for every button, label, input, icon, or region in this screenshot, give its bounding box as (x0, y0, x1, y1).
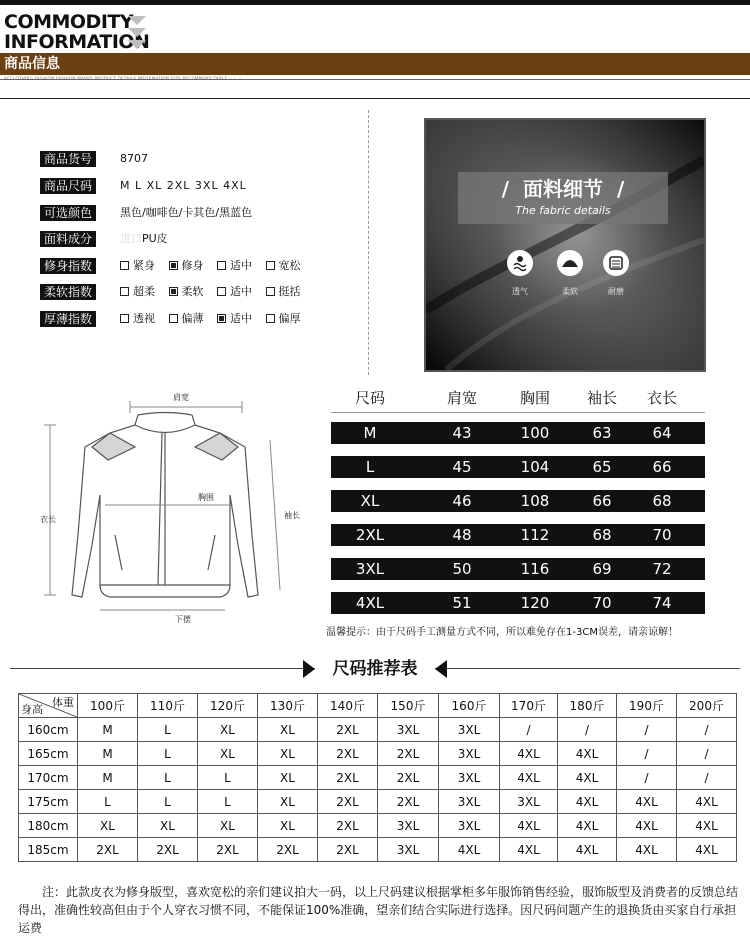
size-table-cell: 74 (652, 594, 672, 612)
size-table-cell: 64 (652, 424, 672, 442)
rec-size-cell: XL (198, 814, 258, 838)
rec-size-cell: 2XL (378, 790, 439, 814)
rec-size-cell: 3XL (439, 790, 500, 814)
rec-weight-header: 180斤 (558, 694, 617, 718)
rec-size-cell: L (138, 790, 198, 814)
rec-size-cell: / (677, 718, 737, 742)
label-shoulder: 肩宽 (173, 393, 189, 402)
rec-height-cell: 170cm (19, 766, 78, 790)
rec-weight-header: 100斤 (78, 694, 138, 718)
rec-size-cell: XL (258, 718, 318, 742)
thick-option[interactable] (217, 311, 252, 327)
rec-weight-header: 120斤 (198, 694, 258, 718)
spec-value-model: 8707 (120, 152, 148, 165)
rec-size-cell: / (558, 718, 617, 742)
label-sleeve: 袖长 (284, 511, 300, 520)
rec-size-cell: 3XL (439, 766, 500, 790)
rec-size-cell: / (677, 766, 737, 790)
checkbox[interactable] (217, 287, 226, 296)
fit-option[interactable] (266, 258, 301, 274)
rec-size-cell: 4XL (558, 766, 617, 790)
rec-size-cell: 3XL (439, 742, 500, 766)
rec-size-cell: 2XL (318, 718, 378, 742)
rec-size-cell: 2XL (198, 838, 258, 862)
triangle-icon (128, 16, 146, 25)
fit-option[interactable] (217, 258, 252, 274)
size-table-cell: 45 (452, 458, 472, 476)
size-table-cell: 100 (520, 424, 550, 442)
size-table-header: 尺码 (354, 389, 385, 407)
spec-label-softness: 柔软指数 (40, 284, 96, 300)
soft-option[interactable] (217, 284, 252, 300)
size-table-cell: 65 (592, 458, 612, 476)
size-table-header: 胸围 (519, 389, 550, 407)
rec-size-cell: / (677, 742, 737, 766)
soft-option-label: 适中 (230, 285, 252, 298)
fit-option[interactable] (120, 258, 155, 274)
rec-size-cell: XL (78, 814, 138, 838)
spec-value-size: M L XL 2XL 3XL 4XL (120, 179, 247, 192)
rec-height-cell: 165cm (19, 742, 78, 766)
softness-options (120, 284, 311, 300)
rec-size-cell: XL (258, 742, 318, 766)
rec-size-cell: XL (138, 814, 198, 838)
soft-icon (557, 250, 583, 276)
spec-label-color: 可选颜色 (40, 205, 96, 221)
rec-size-cell: 3XL (500, 790, 558, 814)
fit-option-label: 修身 (181, 259, 204, 272)
rec-title: 尺码推荐表 (332, 659, 418, 679)
rec-size-cell: 2XL (138, 838, 198, 862)
size-table-cell: 69 (592, 560, 612, 578)
size-table-cell: 72 (652, 560, 672, 578)
thick-option-label: 适中 (230, 312, 252, 325)
size-table-cell: 4XL (355, 594, 385, 612)
rec-height-cell: 175cm (19, 790, 78, 814)
rec-size-cell: XL (258, 790, 318, 814)
rec-size-cell: 3XL (378, 814, 439, 838)
rec-weight-header: 160斤 (439, 694, 500, 718)
size-table-row (331, 592, 705, 614)
rec-size-cell: 2XL (318, 838, 378, 862)
rec-size-cell: M (78, 742, 138, 766)
spec-label-thickness: 厚薄指数 (40, 311, 96, 327)
size-table-cell: 51 (452, 594, 472, 612)
size-table-cell: 2XL (355, 526, 385, 544)
rec-size-cell: 4XL (677, 790, 737, 814)
top-bar (0, 0, 750, 5)
soft-option-label: 挺括 (278, 285, 301, 298)
label-hem: 下摆 (175, 615, 191, 624)
rec-size-cell: 2XL (318, 790, 378, 814)
corner-weight: 体重 (52, 696, 74, 709)
spec-value-color: 黑色/咖啡色/卡其色/黑蓝色 (120, 206, 253, 219)
rec-size-cell: 3XL (378, 718, 439, 742)
rec-size-cell: 4XL (617, 790, 677, 814)
checkbox[interactable] (120, 261, 129, 270)
section-title: 商品信息 (4, 56, 60, 72)
soft-option[interactable] (266, 284, 301, 300)
fit-options (120, 258, 311, 274)
rec-row (19, 718, 737, 742)
rec-size-cell: M (78, 766, 138, 790)
checkbox[interactable] (217, 261, 226, 270)
leather-texture (426, 120, 704, 370)
rec-size-cell: 4XL (558, 742, 617, 766)
size-table-row (331, 422, 705, 444)
wear-resistant-icon (603, 250, 629, 276)
rec-size-cell: L (78, 790, 138, 814)
size-table-cell: 104 (520, 458, 550, 476)
thick-option-label: 偏薄 (181, 312, 204, 325)
size-table-row (331, 524, 705, 546)
rec-weight-header: 190斤 (617, 694, 677, 718)
rec-size-cell: L (198, 790, 258, 814)
thick-option[interactable] (169, 311, 204, 327)
brand-line-1: COMMODITY (4, 11, 134, 33)
rec-size-cell: 3XL (439, 814, 500, 838)
fabric-icon-label: 透气 (512, 287, 528, 296)
rec-header-row (19, 694, 737, 718)
size-table-cell: 48 (452, 526, 472, 544)
rec-size-cell: 2XL (318, 742, 378, 766)
checkbox[interactable] (266, 314, 275, 323)
rec-size-cell: L (138, 766, 198, 790)
rec-size-cell: L (138, 742, 198, 766)
soft-option[interactable] (169, 284, 204, 300)
rec-size-cell: 4XL (500, 742, 558, 766)
rec-size-cell: 4XL (677, 814, 737, 838)
rec-size-cell: 2XL (378, 766, 439, 790)
rec-row (19, 742, 737, 766)
label-chest: 胸围 (198, 493, 214, 502)
rec-size-cell: 2XL (258, 838, 318, 862)
soft-option[interactable] (120, 284, 155, 300)
rec-size-cell: XL (198, 742, 258, 766)
size-table-header: 衣长 (646, 389, 677, 407)
fit-option-label: 宽松 (278, 259, 301, 272)
checkbox[interactable] (266, 261, 275, 270)
soft-option-label: 超柔 (133, 285, 155, 298)
thick-option[interactable] (266, 311, 301, 327)
breathable-icon (507, 250, 533, 276)
fit-option-label: 紧身 (133, 259, 155, 272)
note-text: 注：此款皮衣为修身版型，喜欢宽松的亲们建议拍大一码，以上尺码建议根据掌柜多年服饰销售经验，服饰版型及消费者的反馈总结得出，准确性较高但由于个人穿衣习惯不同，不能保证100%准确，望亲们结合实际进行选择。因尺码问题产生的退换货由买家自行承担运费 (18, 885, 739, 935)
size-table-row (331, 456, 705, 478)
thick-option[interactable] (120, 311, 155, 327)
rec-size-cell: XL (258, 766, 318, 790)
checkbox[interactable] (120, 314, 129, 323)
fabric-detail-image (424, 118, 706, 372)
spec-value-material (120, 231, 168, 247)
size-table-cell: 120 (520, 594, 550, 612)
rec-size-cell: 4XL (558, 814, 617, 838)
size-table-cell: 68 (592, 526, 612, 544)
divider (0, 79, 750, 80)
rec-size-cell: 3XL (378, 838, 439, 862)
rec-corner-cell (19, 694, 78, 718)
rec-row (19, 838, 737, 862)
size-table-cell: 66 (592, 492, 612, 510)
fit-option[interactable] (169, 258, 204, 274)
size-table-cell: 108 (520, 492, 550, 510)
checkbox-checked[interactable] (217, 314, 226, 323)
thick-option-label: 偏厚 (278, 312, 301, 325)
size-table-cell: 68 (652, 492, 672, 510)
rec-size-cell: 4XL (500, 838, 558, 862)
spec-label-model: 商品货号 (40, 151, 96, 167)
size-table-cell: M (363, 424, 377, 442)
thick-option-label: 透视 (133, 312, 155, 325)
fabric-subtitle: The fabric details (515, 204, 611, 217)
rec-size-cell: 4XL (617, 814, 677, 838)
size-table-cell: 116 (520, 560, 550, 578)
triangle-icon (128, 40, 146, 49)
thickness-options (120, 311, 311, 327)
jacket-diagram (30, 385, 320, 625)
checkbox[interactable] (266, 287, 275, 296)
rec-size-cell: 4XL (558, 790, 617, 814)
size-table-cell: XL (360, 492, 380, 510)
slash: / (616, 177, 625, 201)
rec-size-cell: 2XL (318, 814, 378, 838)
spec-label-fit: 修身指数 (40, 258, 96, 274)
rec-size-cell: 4XL (617, 838, 677, 862)
size-table-cell: 3XL (355, 560, 385, 578)
rec-size-cell: 2XL (78, 838, 138, 862)
size-table-header: 袖长 (586, 389, 617, 407)
material-faint-text: 进口 (120, 232, 142, 245)
rec-size-cell: L (138, 718, 198, 742)
rec-size-cell: / (617, 766, 677, 790)
checkbox[interactable] (169, 314, 178, 323)
rec-size-cell: 2XL (378, 742, 439, 766)
corner-height: 身高 (21, 703, 43, 716)
checkbox-checked[interactable] (169, 287, 178, 296)
rec-size-cell: 4XL (500, 766, 558, 790)
size-table-cell: 63 (592, 424, 612, 442)
size-table-cell: 66 (652, 458, 672, 476)
rec-size-cell: 3XL (439, 718, 500, 742)
size-table-cell: 70 (652, 526, 672, 544)
rec-weight-header: 130斤 (258, 694, 318, 718)
rec-size-cell: M (78, 718, 138, 742)
rec-weight-header: 140斤 (318, 694, 378, 718)
rec-weight-header: 170斤 (500, 694, 558, 718)
rec-row (19, 790, 737, 814)
checkbox-checked[interactable] (169, 261, 178, 270)
size-recommend-table (18, 693, 737, 862)
size-table-header: 肩宽 (446, 389, 477, 407)
fabric-icon-label: 柔软 (562, 287, 578, 296)
label-length: 衣长 (40, 515, 56, 524)
divider (0, 98, 750, 99)
rec-size-cell: / (617, 742, 677, 766)
triangle-icon (128, 28, 146, 37)
divider (331, 412, 705, 413)
fabric-icon-label: 耐磨 (608, 287, 624, 296)
size-table-cell: 112 (520, 526, 550, 544)
size-table-cell: 50 (452, 560, 472, 578)
fabric-title (458, 176, 668, 202)
rec-size-cell: XL (198, 718, 258, 742)
rec-weight-header: 150斤 (378, 694, 439, 718)
slash: / (501, 177, 510, 201)
vertical-divider (368, 110, 370, 375)
rec-weight-header: 110斤 (138, 694, 198, 718)
rec-size-cell: XL (258, 814, 318, 838)
rec-size-cell: / (617, 718, 677, 742)
rec-size-cell: 4XL (677, 838, 737, 862)
size-table-cell: 70 (592, 594, 612, 612)
size-tip: 温馨提示：由于尺码手工测量方式不同，所以难免存在1-3CM误差，请亲谅解！ (326, 627, 678, 638)
size-table-row (331, 558, 705, 580)
header-band (0, 53, 750, 75)
rec-height-cell: 160cm (19, 718, 78, 742)
rec-weight-header: 200斤 (677, 694, 737, 718)
rec-size-cell: 2XL (318, 766, 378, 790)
soft-option-label: 柔软 (181, 285, 204, 298)
rec-row (19, 766, 737, 790)
checkbox[interactable] (120, 287, 129, 296)
fit-option-label: 适中 (230, 259, 252, 272)
rec-row (19, 814, 737, 838)
rec-size-cell: 4XL (500, 814, 558, 838)
rec-size-cell: 4XL (558, 838, 617, 862)
rec-size-cell: L (198, 766, 258, 790)
size-table-cell: 46 (452, 492, 472, 510)
size-table-cell: L (365, 458, 375, 476)
rec-size-cell: 4XL (439, 838, 500, 862)
fabric-title-text: 面料细节 (523, 177, 603, 201)
material-text: PU皮 (142, 232, 168, 245)
rec-height-cell: 180cm (19, 814, 78, 838)
size-table-cell: 43 (452, 424, 472, 442)
rec-size-cell: / (500, 718, 558, 742)
rec-height-cell: 185cm (19, 838, 78, 862)
spec-label-size: 商品尺码 (40, 178, 96, 194)
brand-line-2: INFORMATION (4, 31, 150, 53)
size-table-row (331, 490, 705, 512)
spec-label-material: 面料成分 (40, 231, 96, 247)
